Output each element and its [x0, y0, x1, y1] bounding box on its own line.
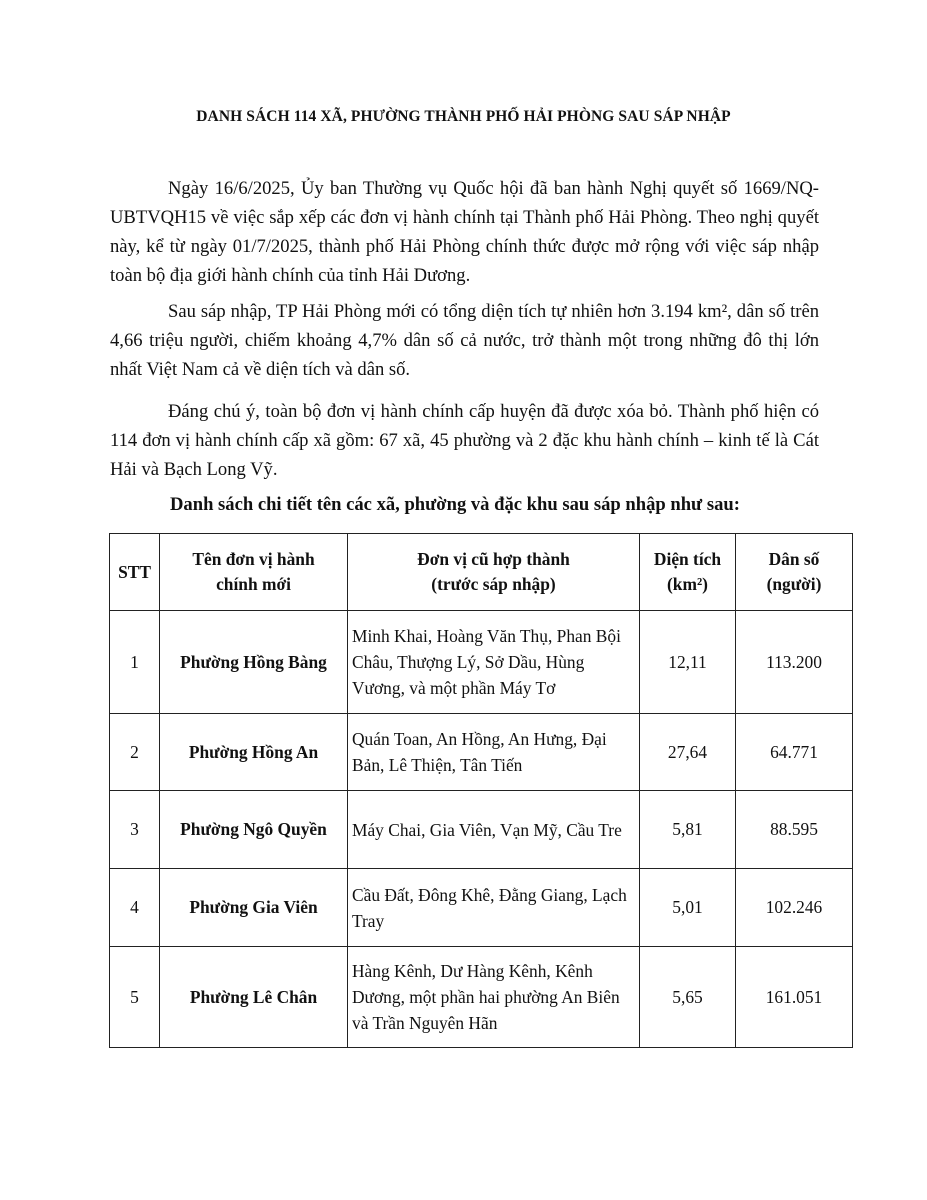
- header-text: chính mới: [216, 574, 291, 594]
- header-text: Diện tích: [653, 549, 722, 569]
- cell-stt: 4: [110, 869, 160, 947]
- administrative-units-table: [109, 533, 853, 1048]
- cell-stt: 1: [110, 611, 160, 714]
- cell-old-units: Minh Khai, Hoàng Văn Thụ, Phan Bội Châu, Thượng Lý, Sở Dầu, Hùng Vương, và một phần Máy Tơ: [348, 611, 640, 714]
- cell-stt: 2: [110, 714, 160, 791]
- paragraph-text: Ngày 16/6/2025, Ủy ban Thường vụ Quốc hội đã ban hành Nghị quyết số 1669/NQ-UBTVQH15 về việc sắp xếp các đơn vị hành chính tại Thành phố Hải Phòng. Theo nghị quyết này, kể từ ngày 01/7/2025, thành phố Hải Phòng chính thức được mở rộng với việc sáp nhập toàn bộ địa giới hành chính của tỉnh Hải Dương.: [110, 178, 819, 286]
- header-old-units: [348, 534, 640, 611]
- table-heading: Danh sách chi tiết tên các xã, phường và đặc khu sau sáp nhập như sau:: [170, 494, 740, 515]
- header-area: [640, 534, 736, 611]
- cell-area: 27,64: [640, 714, 736, 791]
- cell-population: 102.246: [736, 869, 853, 947]
- cell-population: 64.771: [736, 714, 853, 791]
- header-text: (km²): [667, 574, 708, 594]
- cell-old-units: Quán Toan, An Hồng, An Hưng, Đại Bản, Lê Thiện, Tân Tiến: [348, 714, 640, 791]
- cell-area: 5,01: [640, 869, 736, 947]
- header-stt: STT: [110, 534, 160, 611]
- table-row: [110, 869, 853, 947]
- cell-new-unit-name: Phường Gia Viên: [160, 869, 348, 947]
- intro-paragraph-3: [110, 397, 819, 484]
- cell-old-units: Máy Chai, Gia Viên, Vạn Mỹ, Cầu Tre: [348, 791, 640, 869]
- intro-paragraph-2: [110, 297, 819, 384]
- paragraph-text: Đáng chú ý, toàn bộ đơn vị hành chính cấp huyện đã được xóa bỏ. Thành phố hiện có 114 đơn vị hành chính cấp xã gồm: 67 xã, 45 phường và 2 đặc khu hành chính – kinh tế là Cát Hải và Bạch Long Vỹ.: [110, 401, 819, 480]
- cell-area: 5,81: [640, 791, 736, 869]
- cell-population: 88.595: [736, 791, 853, 869]
- table-row: [110, 791, 853, 869]
- table-header-row: [110, 534, 853, 611]
- header-new-unit-name: [160, 534, 348, 611]
- table-row: [110, 947, 853, 1048]
- header-text: (người): [766, 574, 822, 594]
- cell-stt: 5: [110, 947, 160, 1048]
- cell-population: 113.200: [736, 611, 853, 714]
- header-text: Đơn vị cũ hợp thành: [417, 549, 570, 569]
- header-population: [736, 534, 853, 611]
- intro-paragraph-1: [110, 174, 819, 290]
- header-text: Tên đơn vị hành: [192, 549, 315, 569]
- paragraph-text: Sau sáp nhập, TP Hải Phòng mới có tổng diện tích tự nhiên hơn 3.194 km², dân số trên 4,66 triệu người, chiếm khoảng 4,7% dân số cả nước, trở thành một trong những đô thị lớn nhất Việt Nam cả về diện tích và dân số.: [110, 301, 819, 380]
- cell-new-unit-name: Phường Hồng An: [160, 714, 348, 791]
- cell-area: 12,11: [640, 611, 736, 714]
- cell-new-unit-name: Phường Lê Chân: [160, 947, 348, 1048]
- table-row: [110, 714, 853, 791]
- header-text: Dân số: [768, 549, 820, 569]
- header-text: (trước sáp nhập): [431, 574, 556, 594]
- table-row: [110, 611, 853, 714]
- cell-stt: 3: [110, 791, 160, 869]
- cell-area: 5,65: [640, 947, 736, 1048]
- cell-old-units: Hàng Kênh, Dư Hàng Kênh, Kênh Dương, một phần hai phường An Biên và Trần Nguyên Hãn: [348, 947, 640, 1048]
- document-title: DANH SÁCH 114 XÃ, PHƯỜNG THÀNH PHỐ HẢI PHÒNG SAU SÁP NHẬP: [196, 108, 731, 125]
- cell-new-unit-name: Phường Hồng Bàng: [160, 611, 348, 714]
- cell-old-units: Cầu Đất, Đông Khê, Đằng Giang, Lạch Tray: [348, 869, 640, 947]
- cell-new-unit-name: Phường Ngô Quyền: [160, 791, 348, 869]
- cell-population: 161.051: [736, 947, 853, 1048]
